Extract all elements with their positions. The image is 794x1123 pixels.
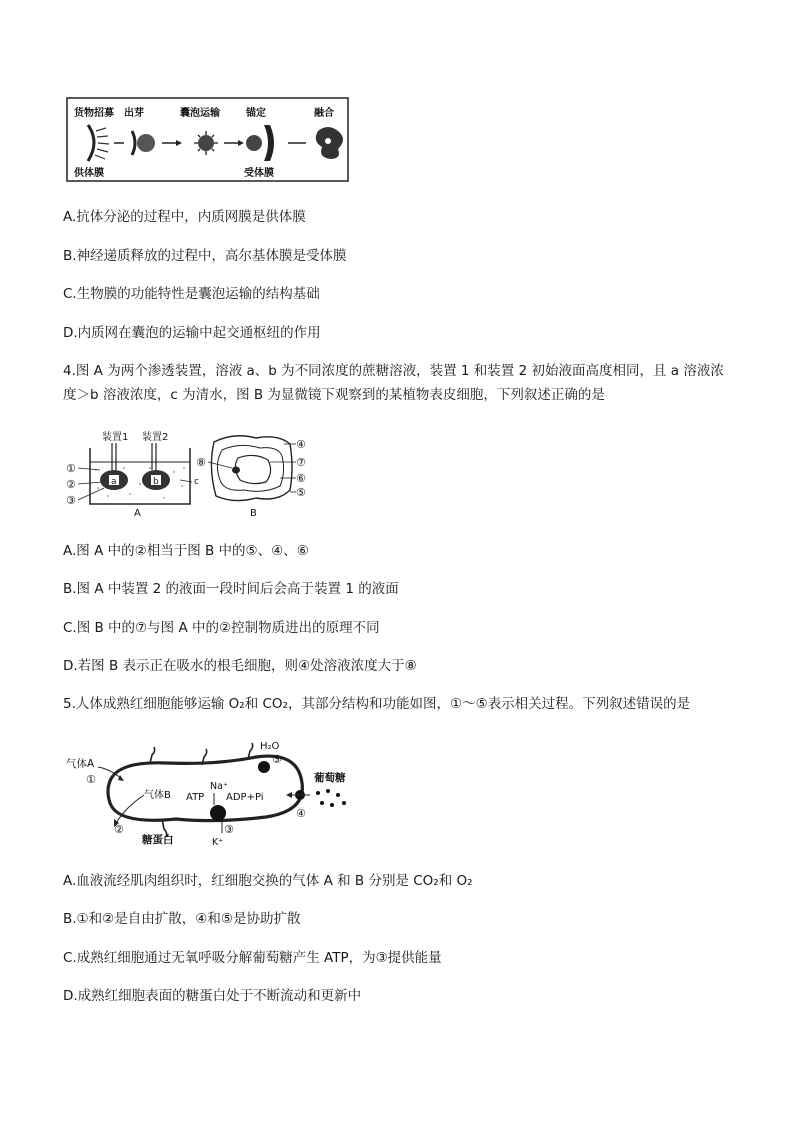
vesicle-transport-figure (66, 97, 350, 183)
q5-stem: 5.人体成熟红细胞能够运输 O₂和 CO₂，其部分结构和功能如图，①～⑤表示相关过程。下列叙述错误的是 (63, 696, 691, 712)
vacuole-shape (235, 455, 270, 483)
solution-a-label: a (111, 477, 117, 487)
step-fusion-label: 融合 (314, 108, 334, 119)
q5-mark-2: ② (114, 823, 124, 836)
mark-5: ⑤ (296, 486, 306, 499)
solution-b-label: b (153, 477, 159, 487)
mark-6: ⑥ (296, 472, 306, 485)
q4-option-d: D.若图 B 表示正在吸水的根毛细胞，则④处溶液浓度大于⑧ (63, 658, 417, 674)
transport-vesicle (198, 135, 214, 151)
q5-option-b: B.①和②是自由扩散，④和⑤是协助扩散 (63, 911, 301, 927)
water-c-label: c (194, 477, 199, 487)
red-blood-cell-figure (66, 737, 352, 849)
h2o-label: H₂O (260, 741, 280, 752)
q3-option-b: B.神经递质释放的过程中，高尔基体膜是受体膜 (63, 248, 347, 264)
device1-label: 装置1 (102, 432, 129, 443)
mark-2: ② (66, 478, 76, 491)
q4-option-a: A.图 A 中的②相当于图 B 中的⑤、④、⑥ (63, 543, 309, 559)
q5-option-d: D.成熟红细胞表面的糖蛋白处于不断流动和更新中 (63, 988, 362, 1004)
glucose-dots (316, 789, 346, 807)
acceptor-membrane-label: 受体膜 (244, 168, 274, 179)
step-budding-label: 出芽 (124, 108, 144, 119)
gas-a-label: 气体A (66, 758, 95, 770)
mark-3: ③ (66, 494, 76, 507)
na-k-pump (210, 805, 226, 821)
step-transport-label: 囊泡运输 (180, 108, 220, 119)
q4-option-b: B.图 A 中装置 2 的液面一段时间后会高于装置 1 的液面 (63, 581, 399, 597)
water-channel (258, 761, 270, 773)
osmosis-figure (64, 428, 314, 520)
donor-membrane-label: 供体膜 (74, 168, 104, 179)
figure-b-label: B (250, 508, 257, 519)
q5-mark-1: ① (86, 773, 96, 786)
q3-option-d: D.内质网在囊泡的运输中起交通枢纽的作用 (63, 325, 321, 341)
q4-option-c: C.图 B 中的⑦与图 A 中的②控制物质进出的原理不同 (63, 620, 380, 636)
adp-label: ADP+Pi (226, 792, 264, 803)
q5-mark-3: ③ (224, 823, 234, 836)
mark-7: ⑦ (296, 456, 306, 469)
q4-stem-line1: 4.图 A 为两个渗透装置，溶液 a、b 为不同浓度的蔗糖溶液，装置 1 和装置 2 初始液面高度相同，且 a 溶液浓 (63, 363, 724, 379)
step-cargo-label: 货物招募 (74, 108, 114, 119)
atp-label: ATP (186, 792, 205, 803)
nucleus-shape (232, 467, 240, 474)
q5-option-a: A.血液流经肌肉组织时，红细胞交换的气体 A 和 B 分别是 CO₂和 O₂ (63, 873, 473, 889)
q4-stem-line2: 度＞b 溶液浓度，c 为清水，图 B 为显微镜下观察到的某植物表皮细胞，下列叙述正确的是 (63, 387, 605, 403)
step-anchor-label: 锚定 (246, 108, 266, 119)
na-label: Na⁺ (210, 781, 228, 792)
mark-4: ④ (296, 438, 306, 451)
gas-b-label: 气体B (144, 790, 171, 801)
glucose-label: 葡萄糖 (314, 772, 346, 784)
glycoprotein-label: 糖蛋白 (142, 834, 174, 846)
budding-vesicle (137, 134, 155, 152)
k-label: K⁺ (212, 837, 224, 848)
mark-1: ① (66, 462, 76, 475)
q3-option-c: C.生物膜的功能特性是囊泡运输的结构基础 (63, 286, 320, 302)
mark-8: ⑧ (196, 456, 206, 469)
figure-a-label: A (134, 508, 141, 519)
q5-mark-5: ⑤ (272, 753, 282, 766)
q5-option-c: C.成熟红细胞通过无氧呼吸分解葡萄糖产生 ATP，为③提供能量 (63, 950, 442, 966)
device2-label: 装置2 (142, 432, 169, 443)
q5-mark-4: ④ (296, 807, 306, 820)
q3-option-a: A.抗体分泌的过程中，内质网膜是供体膜 (63, 209, 306, 225)
